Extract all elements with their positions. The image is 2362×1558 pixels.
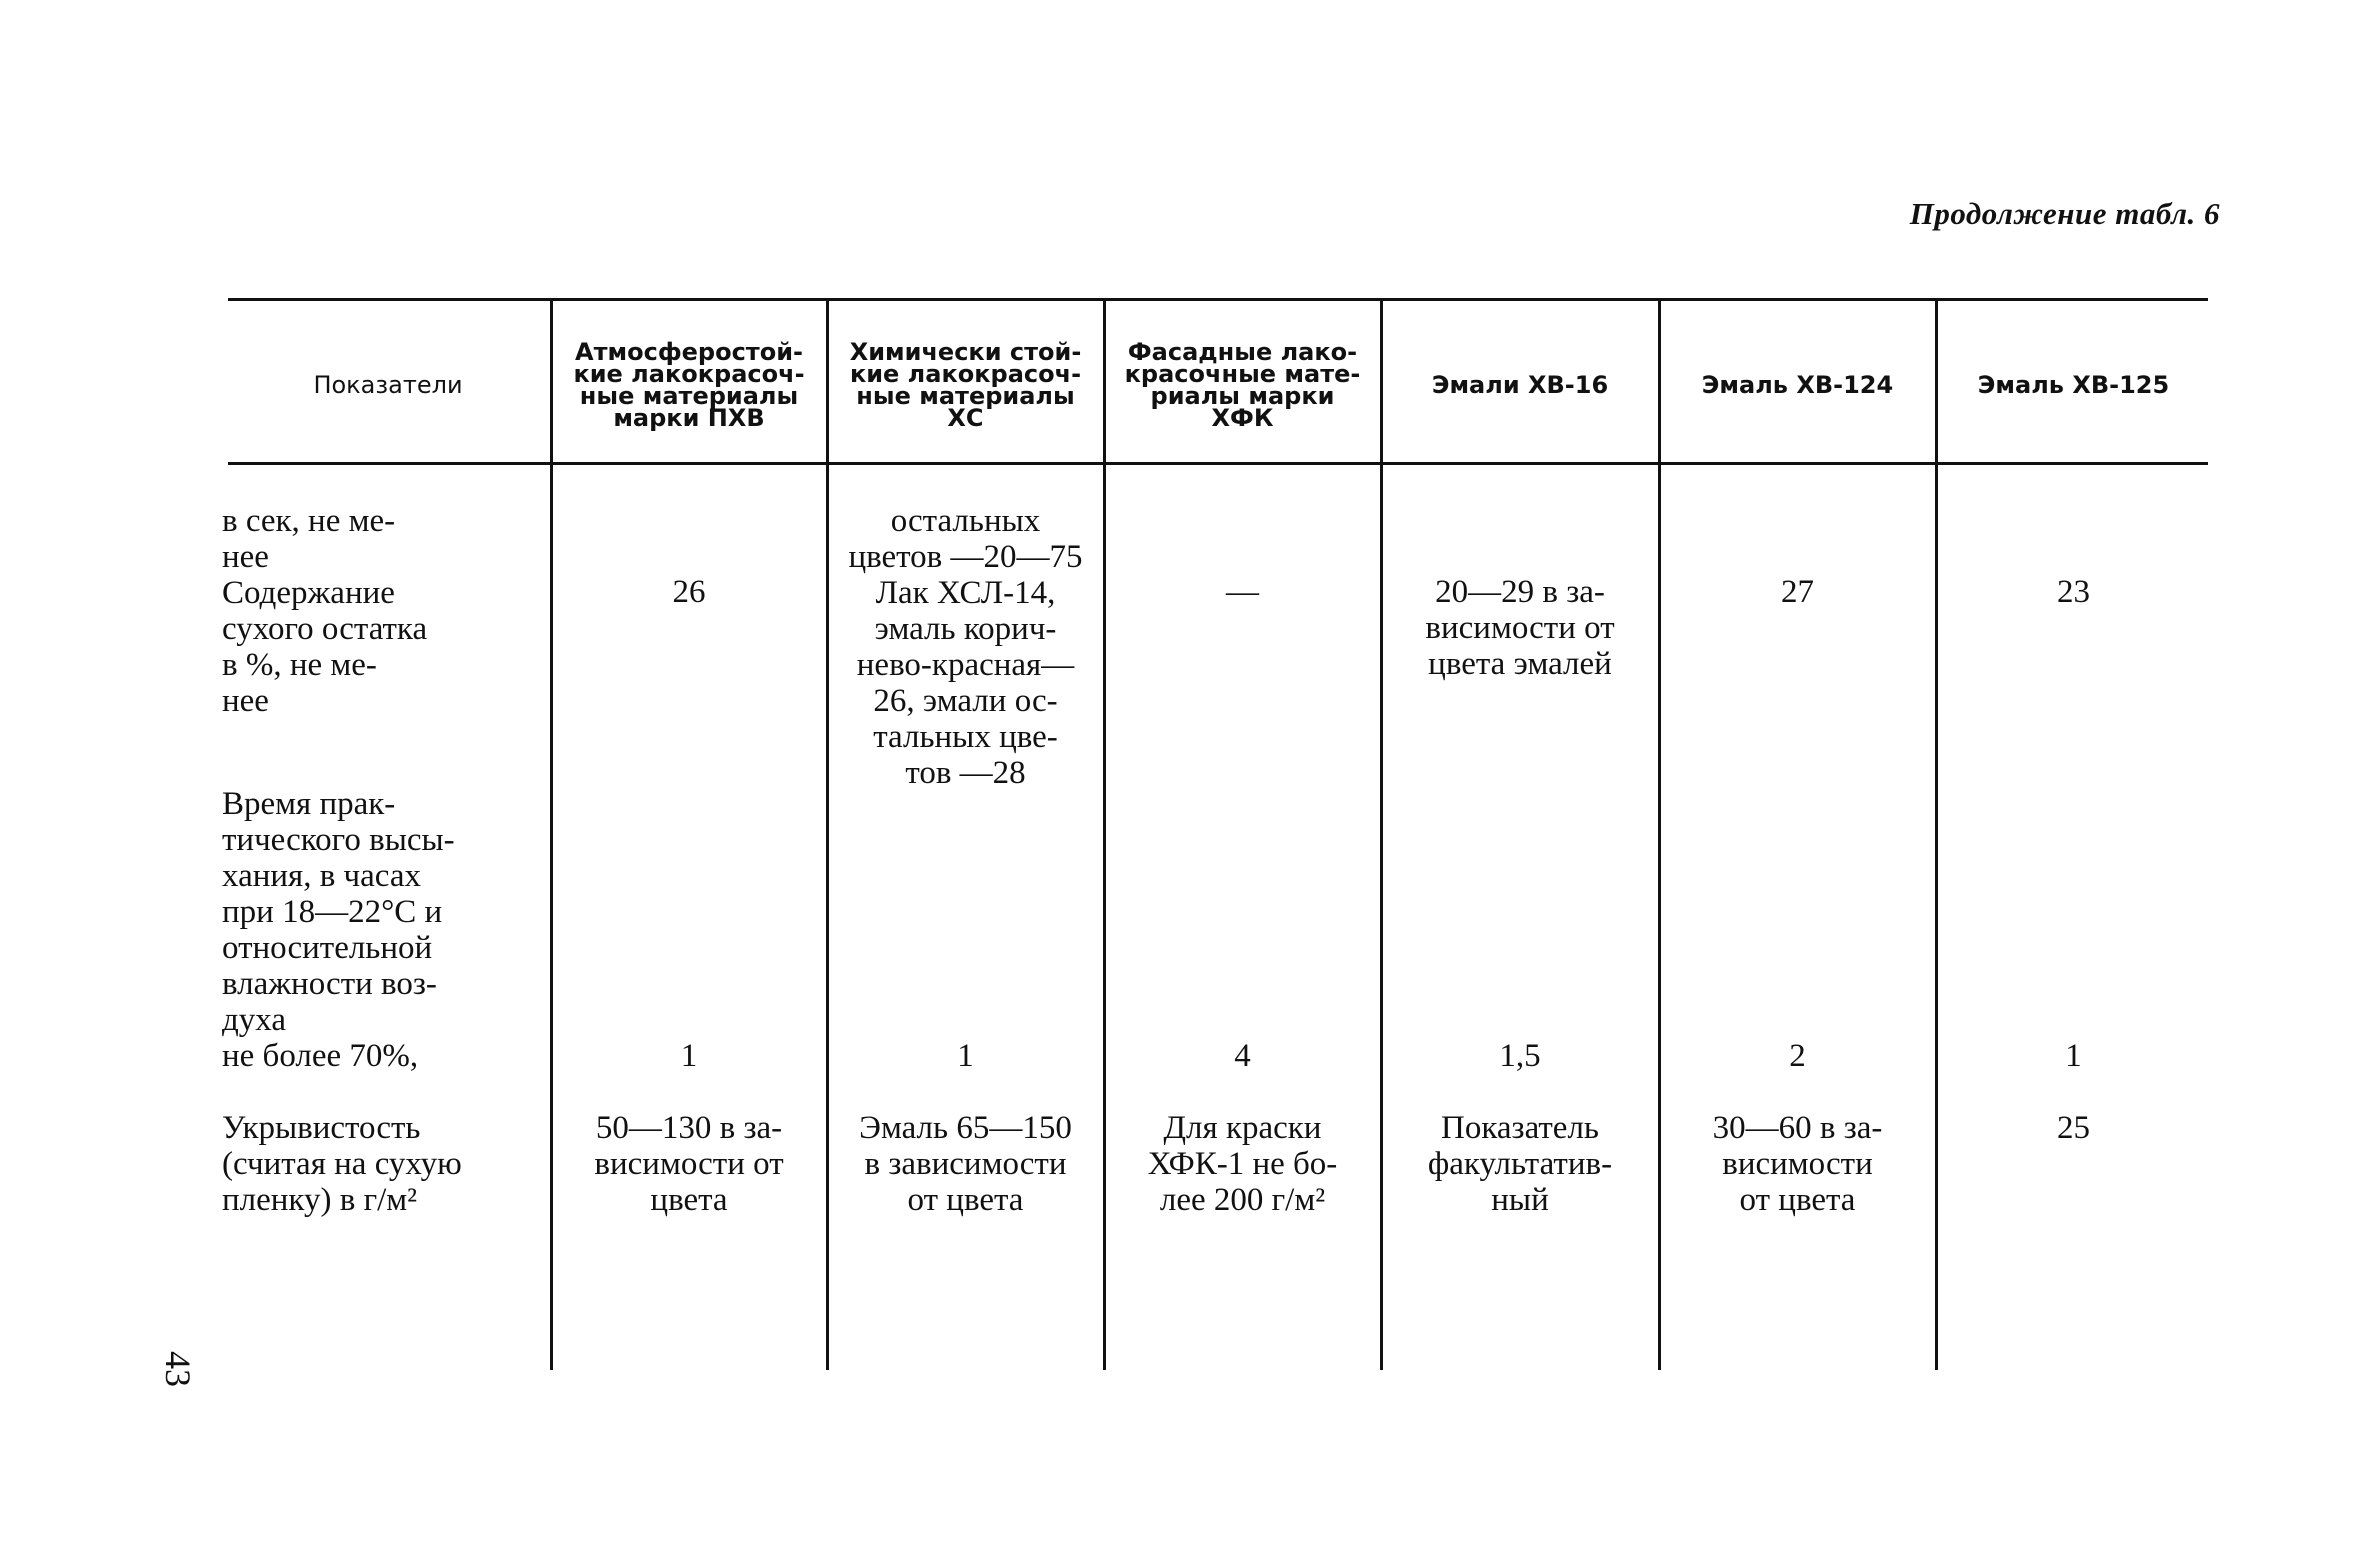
table-cell: остальных цветов —20—75 Лак ХСЛ-14, эмаль корич- нево-красная— 26, эмали ос- тальных цве- тов —28 — [848, 503, 1083, 791]
table-cell: 20—29 в за- висимости от цвета эмалей — [1425, 574, 1615, 682]
table-cell: 27 — [1781, 574, 1814, 610]
table-caption: Продолжение табл. 6 — [1909, 196, 2220, 231]
header-khv-16: Эмали ХВ-16 — [1431, 371, 1609, 399]
row-label-hiding-power: Укрывистость (считая на сухую пленку) в г/м² — [222, 1110, 462, 1218]
table-cell: 30—60 в за- висимости от цвета — [1712, 1110, 1883, 1218]
row-label-drying-time: Время прак- тического высы- хания, в часах при 18—22°С и относительной влажности воз- духа не более 70%, — [222, 786, 455, 1074]
header-khv-125: Эмаль ХВ-125 — [1977, 371, 2170, 399]
table-cell: 1,5 — [1499, 1038, 1541, 1074]
table-top-rule — [228, 298, 2208, 301]
row-label-dry-residue: в сек, не ме- нее Содержание сухого остатка в %, не ме- нее — [222, 503, 428, 719]
table-cell: 50—130 в за- висимости от цвета — [594, 1110, 784, 1218]
header-khs: Химически стой- кие лакокрасоч- ные материалы ХС — [849, 338, 1082, 432]
table-cell: 1 — [680, 1038, 698, 1074]
table-cell: 23 — [2057, 574, 2090, 610]
table-cell: 1 — [2065, 1038, 2082, 1074]
page-number: 43 — [158, 1351, 198, 1387]
header-pkhv: Атмосферостой- кие лакокрасоч- ные материалы марки ПХВ — [573, 338, 805, 432]
column-divider — [1380, 300, 1383, 1370]
column-divider — [1103, 300, 1106, 1370]
column-divider — [826, 300, 829, 1370]
table-cell: 1 — [957, 1038, 974, 1074]
column-divider — [1935, 300, 1938, 1370]
header-bottom-rule — [228, 462, 2208, 465]
header-indicators: Показатели — [313, 371, 463, 399]
table-cell: — — [1226, 574, 1259, 610]
table-cell: Эмаль 65—150 в зависимости от цвета — [859, 1110, 1072, 1218]
table-cell: 2 — [1789, 1038, 1806, 1074]
table-cell: 26 — [672, 574, 706, 610]
table-cell: 4 — [1234, 1038, 1251, 1074]
header-khfk: Фасадные лако- красочные мате- риалы марки ХФК — [1124, 338, 1361, 432]
header-khv-124: Эмаль ХВ-124 — [1701, 371, 1894, 399]
column-divider — [1658, 300, 1661, 1370]
table-cell: Для краски ХФК-1 не бо- лее 200 г/м² — [1147, 1110, 1338, 1218]
table-cell: 25 — [2057, 1110, 2090, 1146]
table-cell: Показатель факультатив- ный — [1427, 1110, 1613, 1218]
column-divider — [550, 300, 553, 1370]
